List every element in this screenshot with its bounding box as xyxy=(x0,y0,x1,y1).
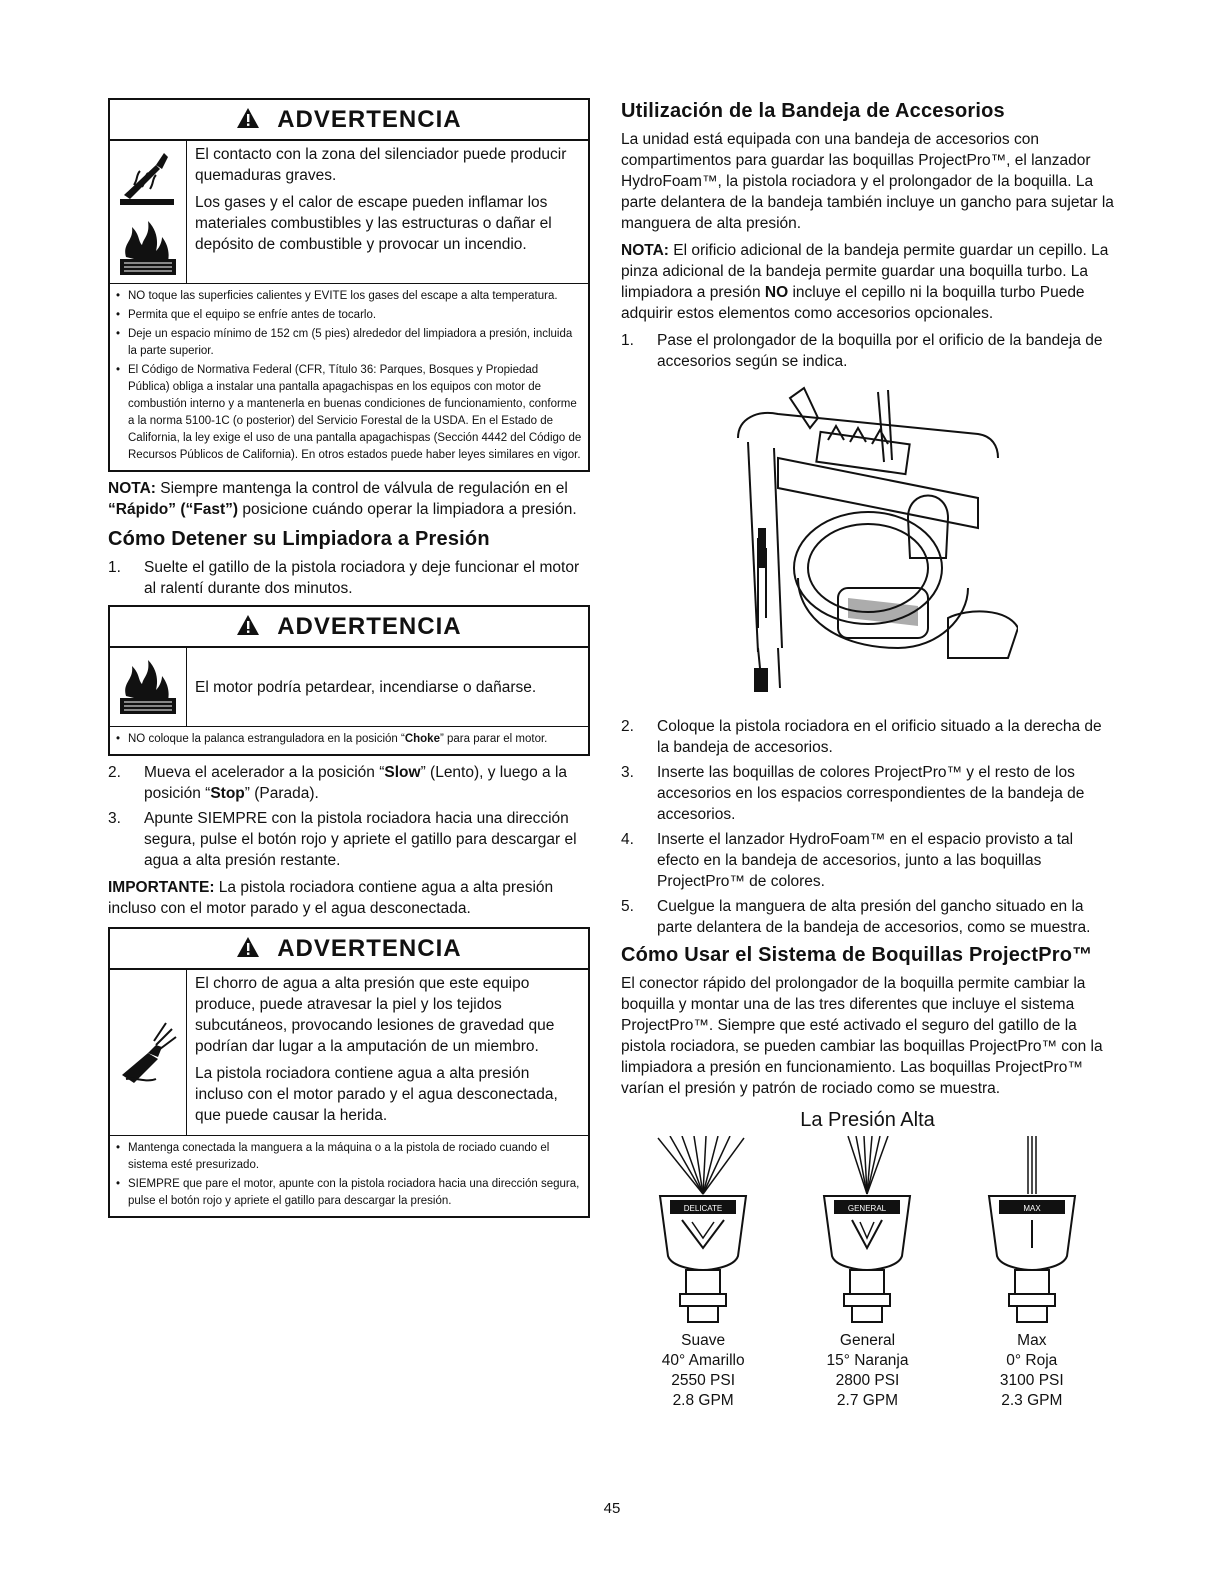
note-bold-no: NO xyxy=(764,284,789,301)
note-text: Siempre mantenga la control de válvula de regulación en el xyxy=(155,480,568,497)
nozzle-name: Suave xyxy=(681,1332,726,1349)
warning-bullet: • Deje un espacio mínimo de 152 cm (5 pies) alrededor del limpiadora a presión, incluida la parte superior. xyxy=(128,326,582,360)
accessory-tray-illustration xyxy=(718,378,1018,708)
step-text: Inserte el lanzador HydroFoam™ en el espacio provisto a tal efecto en la bandeja de accesorios, junto a las boquillas ProjectPro™ de colores. xyxy=(657,831,1074,890)
step-number: 2. xyxy=(108,764,121,781)
warning-title: ADVERTENCIA xyxy=(277,935,462,962)
warning-triangle-icon xyxy=(236,936,260,958)
warning-bullet: • Mantenga conectada la manguera a la máquina o a la pistola de rociado cuando el sistema esté presurizado. xyxy=(128,1140,582,1174)
warning-bullet: • SIEMPRE que pare el motor, apunte con la pistola rociadora hacia una dirección segura, pulse el botón rojo y apriete el gatillo para descargar la presión. xyxy=(128,1176,582,1210)
page-number: 45 xyxy=(603,1500,621,1517)
bullet-text: NO coloque la palanca estranguladora en la posición “ xyxy=(128,733,405,745)
warning-texts xyxy=(187,141,588,283)
important-note xyxy=(108,877,590,919)
bullet-bold-choke: Choke xyxy=(404,733,440,745)
step-text: Cuelgue la manguera de alta presión del gancho situado en la parte delantera de la bandeja de accesorios, como se muestra. xyxy=(657,898,1091,936)
note-label: NOTA: xyxy=(621,242,669,259)
step-number: 2. xyxy=(621,718,634,735)
injection-hazard-icon xyxy=(116,1017,180,1089)
nozzle-delicate xyxy=(638,1136,768,1411)
warning-triangle-icon xyxy=(236,107,260,129)
bullet-text: ” para parar el motor. xyxy=(439,733,548,745)
step-text: Pase el prolongador de la boquilla por el orificio de la bandeja de accesorios según se indica. xyxy=(657,332,1103,370)
warning-header xyxy=(110,929,588,970)
nozzle-general xyxy=(802,1136,932,1411)
step-number: 1. xyxy=(621,332,634,349)
warning-bullet: • NO toque las superficies calientes y EVITE los gases del escape a alta temperatura. xyxy=(128,288,582,305)
left-column xyxy=(108,98,590,1224)
warning-texts xyxy=(187,648,588,726)
warning-pictograms xyxy=(110,970,187,1135)
step-text xyxy=(144,762,590,804)
note-text-2: posicione cuándo operar la limpiadora a presión. xyxy=(238,501,577,518)
step-number: 1. xyxy=(108,559,121,576)
step-text-part: ” (Parada). xyxy=(244,785,319,802)
warning-triangle-icon xyxy=(236,614,260,636)
nozzle-general-icon xyxy=(812,1136,922,1326)
step-number: 3. xyxy=(108,810,121,827)
step-text: Inserte las boquillas de colores ProjectPro™ y el resto de los accesorios en los espacios correspondientes de la bandeja de accesorios. xyxy=(657,764,1085,823)
warning-bullets xyxy=(110,727,588,754)
warning-bullets xyxy=(110,1136,588,1216)
step-item xyxy=(621,762,1114,825)
tray-intro: La unidad está equipada con una bandeja de accesorios con compartimentos para guardar las boquillas ProjectPro™, el lanzador HydroFoam™, la pistola rociadora y el prolongador de la boquilla. La parte delantera de la bandeja también incluye un gancho para sujetar la manguera de alta presión. xyxy=(621,131,1114,232)
step-text-part: ” (Lento), y luego a la posición “ xyxy=(144,764,568,802)
warning-bullet: • El Código de Normativa Federal (CFR, Título 36: Parques, Bosques y Propiedad Pública) obliga a instalar una pantalla apagachispas en los equipos con motor de combustión interno y a mantenerla en buenas condiciones de funcionamiento, conforme a la norma 5100-1C (o posterior) del Servicio Forestal de la USDA. En el Estado de California, la ley exige el uso de una pantalla apagachispas (Sección 4442 del Código de Recursos Públicos de California). En otros estados puede haber leyes similares en vigor. xyxy=(128,362,582,464)
nozzle-delicate-icon xyxy=(648,1136,758,1326)
tray-note xyxy=(621,240,1114,324)
tray-steps-rest xyxy=(621,716,1114,938)
warning-text-2: La pistola rociadora contiene agua a alta presión incluso con el motor parado y el agua desconectada, que puede causar la herida. xyxy=(195,1065,558,1124)
step-text-part: Mueva el acelerador a la posición “ xyxy=(144,764,385,781)
nozzle-max-icon xyxy=(977,1136,1087,1326)
note-text: incluye el cepillo ni la boquilla turbo Puede adquirir estos elementos como accesorios opcionales. xyxy=(621,284,1085,322)
warning-box-backfire xyxy=(108,605,590,756)
step-bold-stop: Stop xyxy=(210,785,245,802)
nozzle-psi: 2550 PSI xyxy=(671,1372,736,1389)
note-text: El orificio adicional de la bandeja permite guardar un cepillo. La pinza adicional de la bandeja permite guardar una boquilla turbo. La limpiadora a presión xyxy=(621,242,1109,301)
warning-content-row xyxy=(110,970,588,1136)
step-item xyxy=(108,557,590,599)
nozzle-figure-title: La Presión Alta xyxy=(800,1109,935,1131)
warning-pictograms xyxy=(110,648,187,726)
fire-hazard-icon xyxy=(116,217,180,279)
nozzle-psi: 2800 PSI xyxy=(835,1372,900,1389)
warning-text-1: El contacto con la zona del silenciador puede producir quemaduras graves. xyxy=(195,146,567,184)
step-number: 3. xyxy=(621,764,634,781)
step-item xyxy=(108,762,590,804)
warning-text-1: El motor podría petardear, incendiarse o dañarse. xyxy=(195,678,537,696)
step-item xyxy=(621,330,1114,372)
nozzle-gpm: 2.3 GPM xyxy=(1001,1392,1063,1409)
fire-hazard-icon xyxy=(116,656,180,718)
warning-bullet xyxy=(128,731,582,748)
nozzle-gpm: 2.7 GPM xyxy=(836,1392,899,1409)
nozzle-angle: 15° Naranja xyxy=(826,1352,909,1369)
nozzle-intro: El conector rápido del prolongador de la boquilla permite cambiar la boquilla y montar una de las tres diferentes que incluye el sistema ProjectPro™. Siempre que esté activado el seguro del gatillo de la pistola rociadora, se pueden cambiar las boquillas ProjectPro™ con la limpiadora a presión en funcionamiento. Las boquillas ProjectPro™ varían el presión y patrón de rociado como se muestra. xyxy=(621,975,1103,1097)
warning-box-injection xyxy=(108,927,590,1218)
important-label: IMPORTANTE: xyxy=(108,879,215,896)
hot-surface-icon xyxy=(116,145,180,209)
step-number: 4. xyxy=(621,831,634,848)
warning-content-row xyxy=(110,648,588,727)
warning-box-muffler xyxy=(108,98,590,472)
nozzle-tag-label: DELICATE xyxy=(683,1204,723,1213)
step-item xyxy=(108,808,590,871)
nozzle-gpm: 2.8 GPM xyxy=(672,1392,734,1409)
nozzle-tag-label: GENERAL xyxy=(848,1204,887,1213)
step-text: Suelte el gatillo de la pistola rociadora y deje funcionar el motor al ralentí durante dos minutos. xyxy=(144,559,580,597)
nozzle-psi: 3100 PSI xyxy=(999,1372,1064,1389)
step-number: 5. xyxy=(621,898,634,915)
note-throttle xyxy=(108,478,590,520)
step-text: Coloque la pistola rociadora en el orificio situado a la derecha de la bandeja de accesorios. xyxy=(657,718,1102,756)
warning-text-2: Los gases y el calor de escape pueden inflamar los materiales combustibles y las estructuras o dañar el depósito de combustible y provocar un incendio. xyxy=(195,194,552,253)
warning-title: ADVERTENCIA xyxy=(277,613,462,640)
step-item xyxy=(621,896,1114,938)
step-item xyxy=(621,829,1114,892)
nozzle-name: Max xyxy=(1017,1332,1047,1349)
step-item xyxy=(621,716,1114,758)
warning-bullets xyxy=(110,284,588,470)
warning-title: ADVERTENCIA xyxy=(277,106,462,133)
stop-section-heading: Cómo Detener su Limpiadora a Presión xyxy=(108,528,490,550)
warning-header xyxy=(110,607,588,648)
step-bold-slow: Slow xyxy=(384,764,421,781)
warning-pictograms xyxy=(110,141,187,283)
nozzle-name: General xyxy=(839,1332,896,1349)
warning-bullet: • Permita que el equipo se enfríe antes de tocarlo. xyxy=(128,307,582,324)
right-column xyxy=(621,98,1114,1411)
warning-header xyxy=(110,100,588,141)
nozzle-figure xyxy=(621,1136,1114,1411)
note-bold-fast-en: (“Fast”) xyxy=(180,501,239,518)
tray-steps-first xyxy=(621,330,1114,372)
warning-texts xyxy=(187,970,588,1135)
nozzle-max xyxy=(967,1136,1097,1411)
step-text: Apunte SIEMPRE con la pistola rociadora hacia una dirección segura, pulse el botón rojo y apriete el gatillo para descargar el agua a alta presión restante. xyxy=(144,810,577,869)
stop-steps-first xyxy=(108,557,590,599)
important-text: La pistola rociadora contiene agua a alta presión incluso con el motor parado y el agua desconectada. xyxy=(108,879,554,917)
stop-steps-rest xyxy=(108,762,590,871)
warning-content-row xyxy=(110,141,588,284)
nozzle-tag-label: MAX xyxy=(1023,1204,1041,1213)
tray-section-heading: Utilización de la Bandeja de Accesorios xyxy=(621,100,1005,122)
warning-text-1: El chorro de agua a alta presión que este equipo produce, puede atravesar la piel y los tejidos subcutáneos, provocando lesiones de gravedad que podrían dar lugar a la amputación de un miembro. xyxy=(195,975,555,1055)
note-bold-fast-es: “Rápido” xyxy=(108,501,177,518)
note-label: NOTA: xyxy=(108,480,156,497)
nozzle-angle: 40° Amarillo xyxy=(661,1352,745,1369)
nozzle-angle: 0° Roja xyxy=(1006,1352,1058,1369)
nozzle-section-heading: Cómo Usar el Sistema de Boquillas ProjectPro™ xyxy=(621,944,1093,966)
